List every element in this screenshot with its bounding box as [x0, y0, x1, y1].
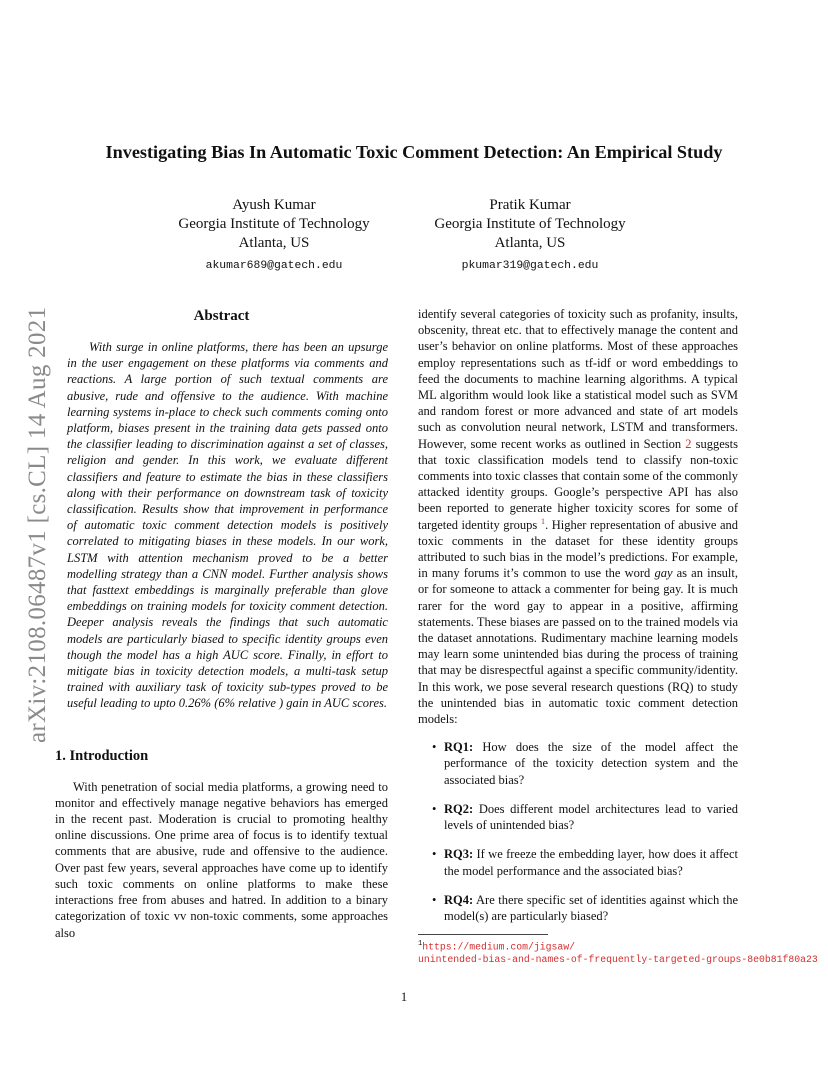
emphasized-word: gay: [654, 566, 673, 581]
section-reference-link[interactable]: 2: [685, 436, 692, 451]
text-segment: . Higher representation of abusive and toxic comments in the dataset for these identity groups attributed to such bias in the model’s predictions. For example, in many forums it’s common to use the word: [418, 517, 738, 581]
list-item: [418, 892, 738, 924]
footnote-url-part1[interactable]: https://medium.com/jigsaw/: [422, 941, 576, 953]
author-email[interactable]: akumar689@gatech.edu: [205, 260, 343, 272]
text-segment: identify several categories of toxicity such as profanity, insults, obscenity, threat etc. that to effectively manage the content and user’s behavior on online platforms. Most of these approaches employ representations such as tf-idf or word embeddings to feed the documents to machine learning algorithms. A typical ML algorithm would look like a statistical model such as SVM and random forest or more advanced and state of art models such as convolution neural network, LSTM and transformers. However, some recent works as outlined in Section: [418, 307, 738, 451]
author-email[interactable]: pkumar319@gatech.edu: [461, 260, 599, 272]
author-name: Ayush Kumar: [232, 197, 316, 213]
rq-text: Are there specific set of identities against which the model(s) are particularly biased?: [444, 892, 739, 923]
rq-label: RQ1:: [444, 740, 474, 755]
bullet-icon: •: [432, 847, 437, 862]
footnote-url-part2[interactable]: unintended-bias-and-names-of-frequently-targeted-groups-8e0b81f80a23: [418, 954, 818, 966]
author-name: Pratik Kumar: [489, 197, 571, 213]
list-item: [418, 846, 738, 878]
paper-title: Investigating Bias In Automatic Toxic Comment Detection: An Empirical Study: [105, 142, 723, 162]
author-location: Atlanta, US: [238, 235, 310, 251]
rq-label: RQ2:: [444, 801, 474, 816]
bullet-icon: •: [432, 740, 437, 755]
bullet-icon: •: [432, 801, 437, 816]
abstract-body: With surge in online platforms, there has been an upsurge in the user engagement on these platforms via comments and reactions. A large portion of such textual comments are abusive, rude and offensive to the audience. With machine learning systems in-place to check such comments coming onto platform, biases present in the training data gets passed onto the classifier leading to discrimination against a set of classes, religion and gender. In this work, we evaluate different classifiers and feature to estimate the bias in these classifiers along with their performance on downstream task of toxicity classification. Results show that improvement in performance of automatic toxic comment detection models is positively correlated to mitigating biases in these models. In our work, LSTM with attention mechanism proved to be a better modelling strategy than a CNN model. Further analysis shows that fasttext embeddings is marginally preferable than glove embeddings on training models for toxicity comment detection. Deeper analysis reveals the findings that such automatic models are particularly biased to specific identity groups even though the model has a high AUC score. Finally, in effort to mitigate bias in toxicity detection models, a multi-task setup trained with auxiliary task of toxicity sub-types proved to be useful leading to upto 0.26% (6% relative ) gain in AUC scores.: [67, 340, 388, 711]
page-number: 1: [400, 990, 408, 1004]
rq-text: How does the size of the model affect the performance of the toxicity detection system and the associated bias?: [444, 740, 738, 787]
rq-label: RQ4:: [444, 892, 474, 907]
footnote: [418, 938, 828, 966]
bullet-icon: •: [432, 892, 437, 907]
introduction-body: With penetration of social media platforms, a growing need to monitor and effectively manage negative behaviors has emerged in the recent past. Moderation is crucial to promoting healthy online discussions. One prime area of focus is to identify textual comments that are abusive, rude and offensive to the audience. Over past few years, several approaches have come up to identify such toxic comments on online platforms to make these interactions free from abuses and hatred. In addition to a binary categorization of toxic vv non-toxic comments, some approaches also: [55, 779, 388, 940]
abstract-heading: Abstract: [193, 308, 250, 324]
introduction-heading: 1. Introduction: [55, 747, 149, 764]
author-affiliation: Georgia Institute of Technology: [178, 216, 370, 232]
introduction-continued: [418, 306, 738, 727]
rq-text: Does different model architectures lead to varied levels of unintended bias?: [444, 801, 738, 833]
right-column: [418, 306, 738, 937]
list-item: [418, 739, 738, 788]
author-block: [390, 196, 670, 273]
author-location: Atlanta, US: [494, 235, 566, 251]
list-item: [418, 801, 738, 833]
arxiv-identifier: arXiv:2108.06487v1 [cs.CL] 14 Aug 2021: [24, 306, 51, 744]
left-column: [55, 306, 388, 941]
text-segment: as an insult, or for someone to attack a commenter for being gay. It is much rarer for the word gay to appear in a positive, affirming statements. These biases are passed on to the trained models via the dataset annotations. Rudimentary machine learning models may learn some unintended bias during the process of training that may be disrespectful against a specific community/identity. In this work, we pose several research questions (RQ) to study the unintended bias in automatic toxic comment detection models:: [418, 566, 739, 727]
author-affiliation: Georgia Institute of Technology: [434, 216, 626, 232]
footnote-number: 1: [418, 940, 423, 948]
footnote-marker-link[interactable]: 1: [540, 515, 546, 526]
author-block: [134, 196, 414, 273]
text-segment: suggests that toxic classification models tend to classify non-toxic comments into toxic classes that contain some of the commonly attacked identity groups. Google’s perspective API has also been reported to generate higher toxicity scores for some of targeted identity groups: [418, 436, 738, 532]
research-questions-list: [418, 739, 738, 924]
footnote-divider: [418, 934, 548, 935]
rq-text: If we freeze the embedding layer, how does it affect the model performance and the associated bias?: [444, 847, 738, 878]
rq-label: RQ3:: [444, 847, 474, 862]
